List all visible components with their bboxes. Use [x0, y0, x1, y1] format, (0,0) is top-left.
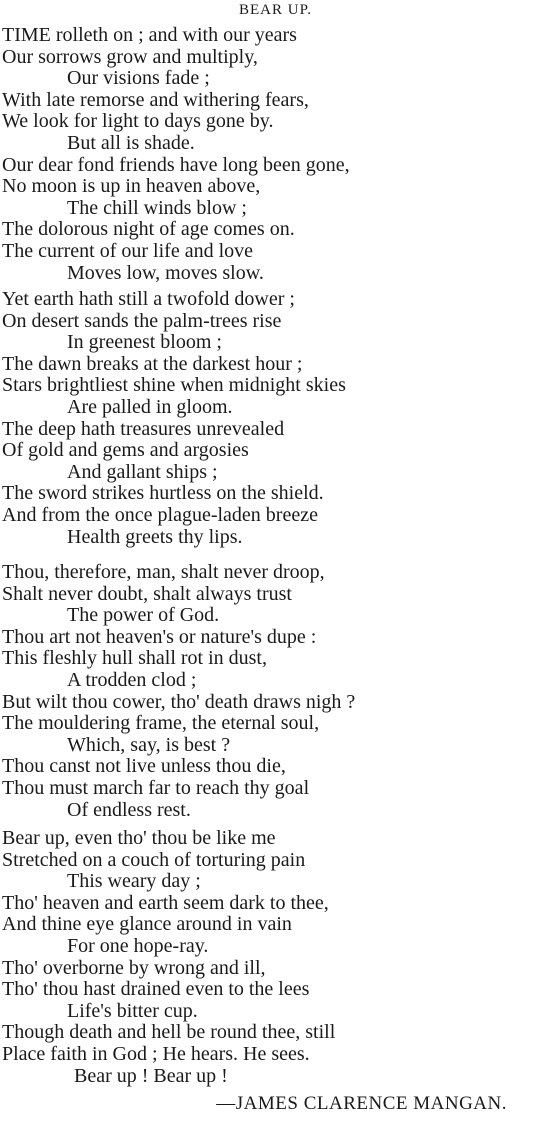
poem-line: Of gold and gems and argosies [2, 439, 249, 462]
poem-line: Tho' overborne by wrong and ill, [2, 956, 266, 979]
poem-line: The sword strikes hurtless on the shield. [2, 482, 324, 505]
poem-title: BEAR UP. [238, 2, 313, 18]
poem-line: This fleshly hull shall rot in dust, [2, 647, 267, 670]
stanza-1 [2, 25, 542, 284]
poem-line: Stars brightliest shine when midnight skies [2, 374, 346, 397]
poem-line: Yet earth hath still a twofold dower ; [2, 288, 295, 310]
poem-line: Tho' heaven and earth seem dark to thee, [2, 891, 329, 914]
poem-line: Health greets thy lips. [67, 525, 243, 548]
poem-line: Stretched on a couch of torturing pain [2, 848, 306, 871]
poem-line: Our sorrows grow and multiply, [2, 45, 258, 68]
poem-line: Life's bitter cup. [67, 999, 198, 1022]
poem-line: Thou must march far to reach thy goal [2, 776, 310, 799]
poem-line: TIME rolleth on ; and with our years [2, 24, 297, 46]
poem-line: And thine eye glance around in vain [2, 913, 292, 936]
poem-line: But wilt thou cower, tho' death draws nigh ? [2, 690, 356, 713]
poem-line: In greenest bloom ; [67, 331, 222, 354]
poem-line: The deep hath treasures unrevealed [2, 417, 285, 440]
poem-line: Place faith in God ; He hears. He sees. [2, 1042, 310, 1065]
poem-line: The chill winds blow ; [67, 196, 247, 219]
poem-line: Thou art not heaven's or nature's dupe : [2, 625, 317, 648]
poem-line: A trodden clod ; [67, 668, 197, 691]
poem-line: Though death and hell be round thee, still [2, 1021, 336, 1044]
poem-line: The mouldering frame, the eternal soul, [2, 712, 320, 735]
poem-line: This weary day ; [67, 870, 201, 893]
poem-line: The dolorous night of age comes on. [2, 218, 295, 241]
poem-line: On desert sands the palm-trees rise [2, 309, 282, 332]
poem-line: Shalt never doubt, shalt always trust [2, 582, 292, 605]
poem-line: Moves low, moves slow. [67, 261, 264, 284]
poem-line: And from the once plague-laden breeze [2, 503, 318, 526]
poem-line: Tho' thou hast drained even to the lees [2, 978, 310, 1001]
poem-line: We look for light to days gone by. [2, 110, 274, 133]
poem-line: And gallant ships ; [67, 460, 218, 483]
stanza-4 [2, 828, 542, 1087]
stanza-2 [2, 289, 542, 548]
poem-line: Are palled in gloom. [67, 395, 233, 418]
poem-line: Which, say, is best ? [67, 733, 231, 756]
poem-line: The current of our life and love [2, 239, 254, 262]
stanza-3 [2, 562, 542, 821]
poem-line: Thou canst not live unless thou die, [2, 755, 286, 778]
author-signature: —JAMES CLARENCE MANGAN. [216, 1093, 507, 1114]
poem-line: Thou, therefore, man, shalt never droop, [2, 561, 325, 583]
poem-line: But all is shade. [67, 131, 195, 154]
poem-line: The dawn breaks at the darkest hour ; [2, 352, 303, 375]
poem-line: With late remorse and withering fears, [2, 88, 309, 111]
poem-line: Bear up ! Bear up ! [74, 1064, 228, 1087]
poem-line: Bear up, even tho' thou be like me [2, 827, 276, 849]
poem-line: Of endless rest. [67, 798, 191, 821]
poem-line: No moon is up in heaven above, [2, 175, 261, 198]
poem-line: Our dear fond friends have long been gone, [2, 153, 350, 176]
poem-line: For one hope-ray. [67, 934, 209, 957]
poem-line: The power of God. [67, 604, 220, 627]
poem-line: Our visions fade ; [67, 67, 210, 90]
